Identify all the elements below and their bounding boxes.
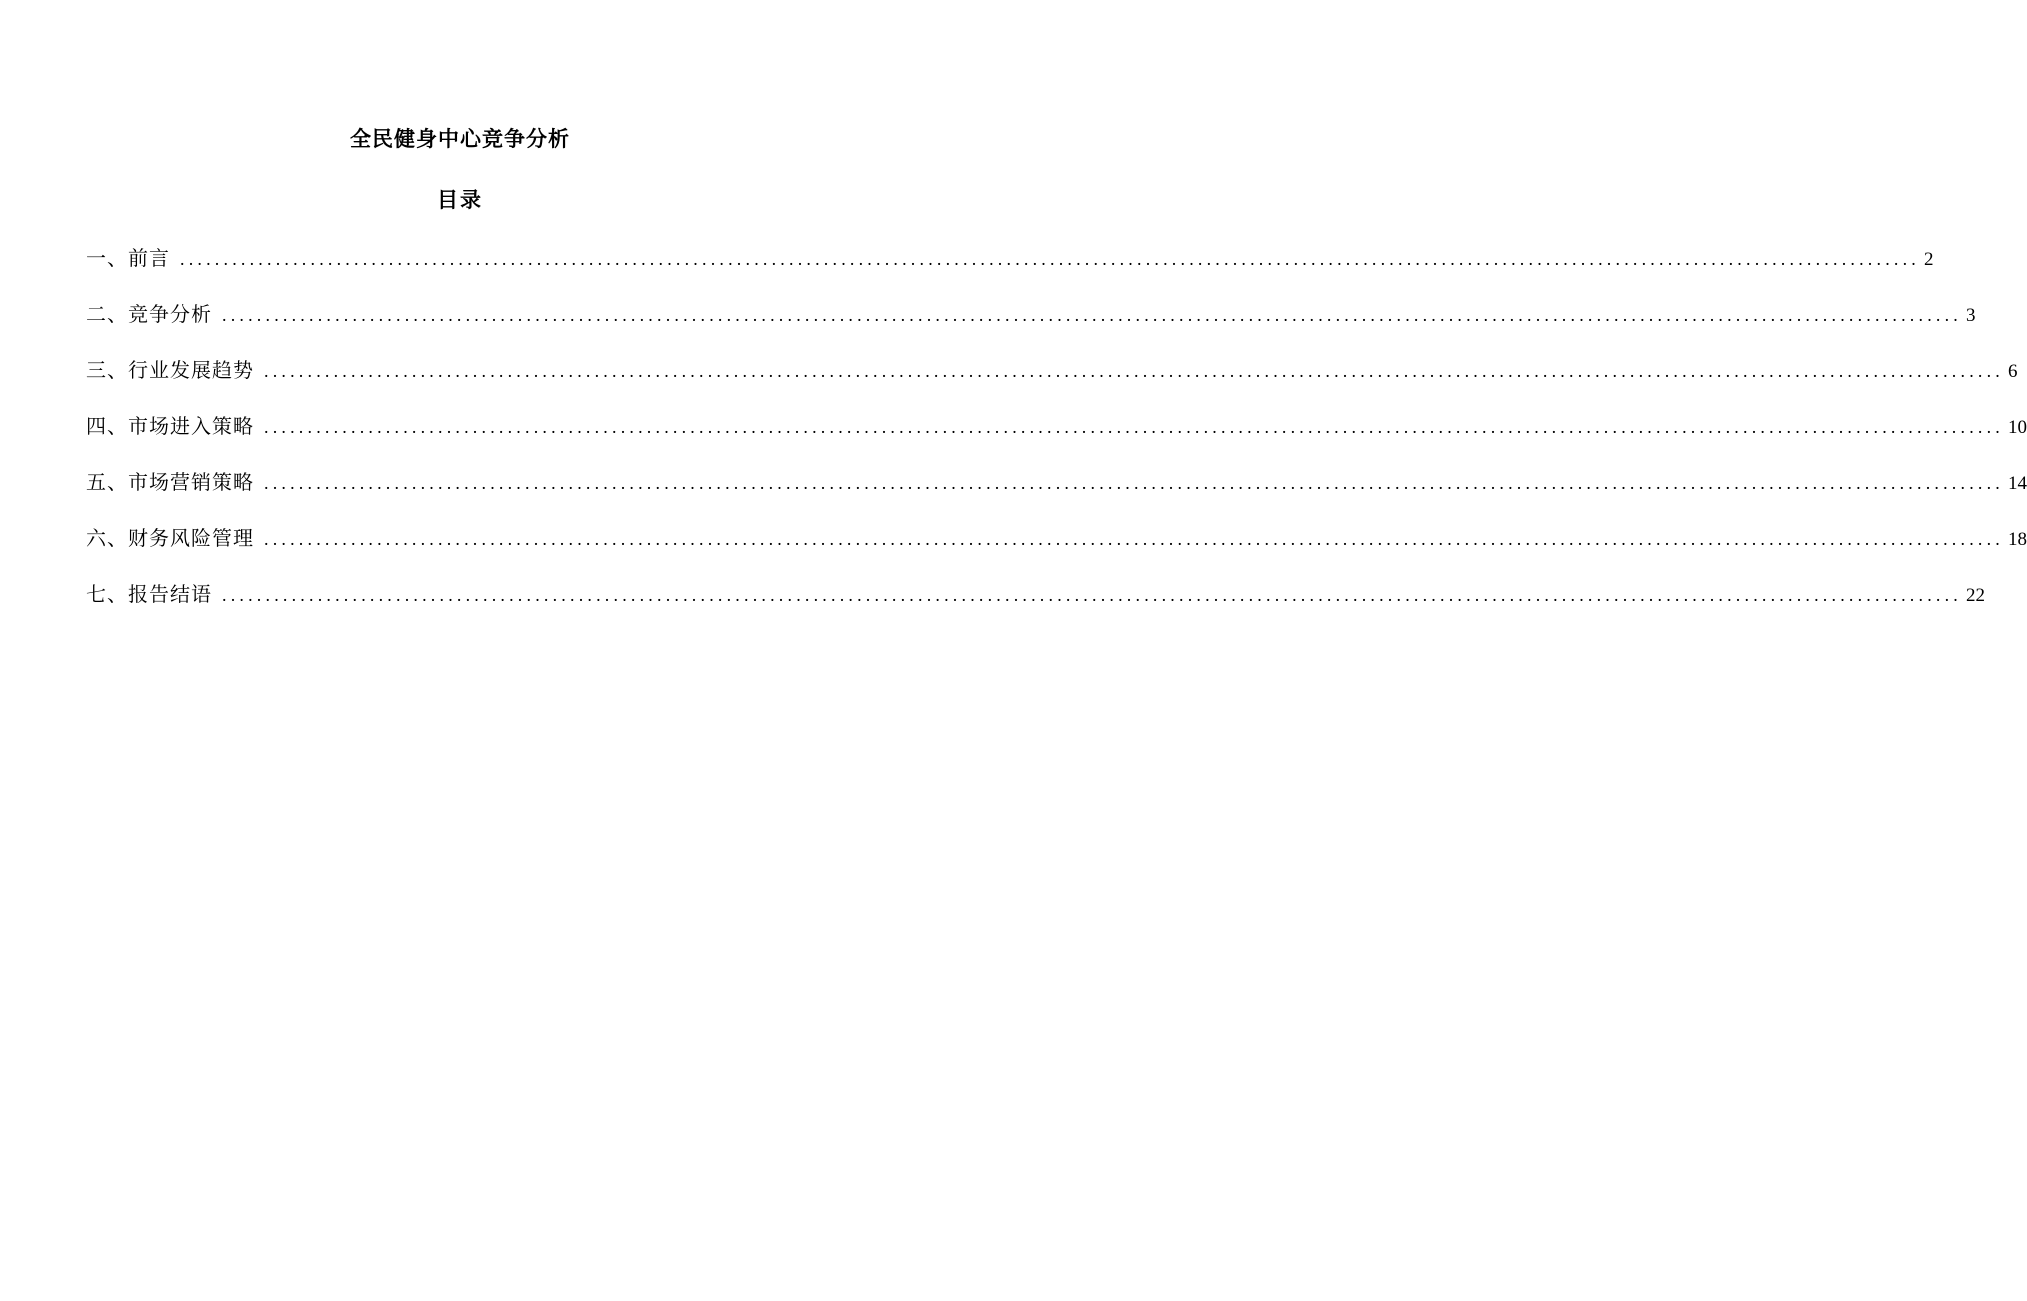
toc-entry-page: 10 <box>2008 417 2027 438</box>
toc-dot-leader: ........................................................................................................................................................................................................ <box>222 305 1962 325</box>
toc-entry-conclusion[interactable] <box>86 579 1985 609</box>
toc-entry-page: 18 <box>2008 529 2027 550</box>
toc-entry-label: 二、竞争分析 <box>86 302 212 326</box>
toc-entry-label: 一、前言 <box>86 246 170 270</box>
toc-entry-label: 三、行业发展趋势 <box>86 358 254 382</box>
toc-entry-label: 四、市场进入策略 <box>86 414 254 438</box>
toc-heading: 目录 <box>437 188 483 212</box>
toc-entry-competition-analysis[interactable] <box>86 299 1976 329</box>
toc-entry-page: 22 <box>1966 585 1985 606</box>
toc-entry-financial-risk-management[interactable] <box>86 523 2027 553</box>
toc-dot-leader: ........................................................................................................................................................................................................ <box>264 361 2004 381</box>
document-title: 全民健身中心竞争分析 <box>350 127 570 151</box>
toc-dot-leader: ........................................................................................................................................................................................................ <box>264 417 2004 437</box>
toc-entry-preface[interactable] <box>86 243 1934 273</box>
toc-entry-marketing-strategy[interactable] <box>86 467 2027 497</box>
toc-entry-label: 七、报告结语 <box>86 582 212 606</box>
toc-entry-label: 六、财务风险管理 <box>86 526 254 550</box>
toc-entry-market-entry-strategy[interactable] <box>86 411 2027 441</box>
toc-entry-industry-trends[interactable] <box>86 355 2018 385</box>
toc-entry-page: 14 <box>2008 473 2027 494</box>
toc-dot-leader: ........................................................................................................................................................................................................ <box>264 473 2004 493</box>
toc-dot-leader: ........................................................................................................................................................................................................ <box>180 249 1920 269</box>
toc-entry-page: 3 <box>1966 305 1976 326</box>
toc-dot-leader: ........................................................................................................................................................................................................ <box>222 585 1962 605</box>
toc-entry-page: 2 <box>1924 249 1934 270</box>
toc-entry-page: 6 <box>2008 361 2018 382</box>
toc-dot-leader: ........................................................................................................................................................................................................ <box>264 529 2004 549</box>
toc-entry-label: 五、市场营销策略 <box>86 470 254 494</box>
